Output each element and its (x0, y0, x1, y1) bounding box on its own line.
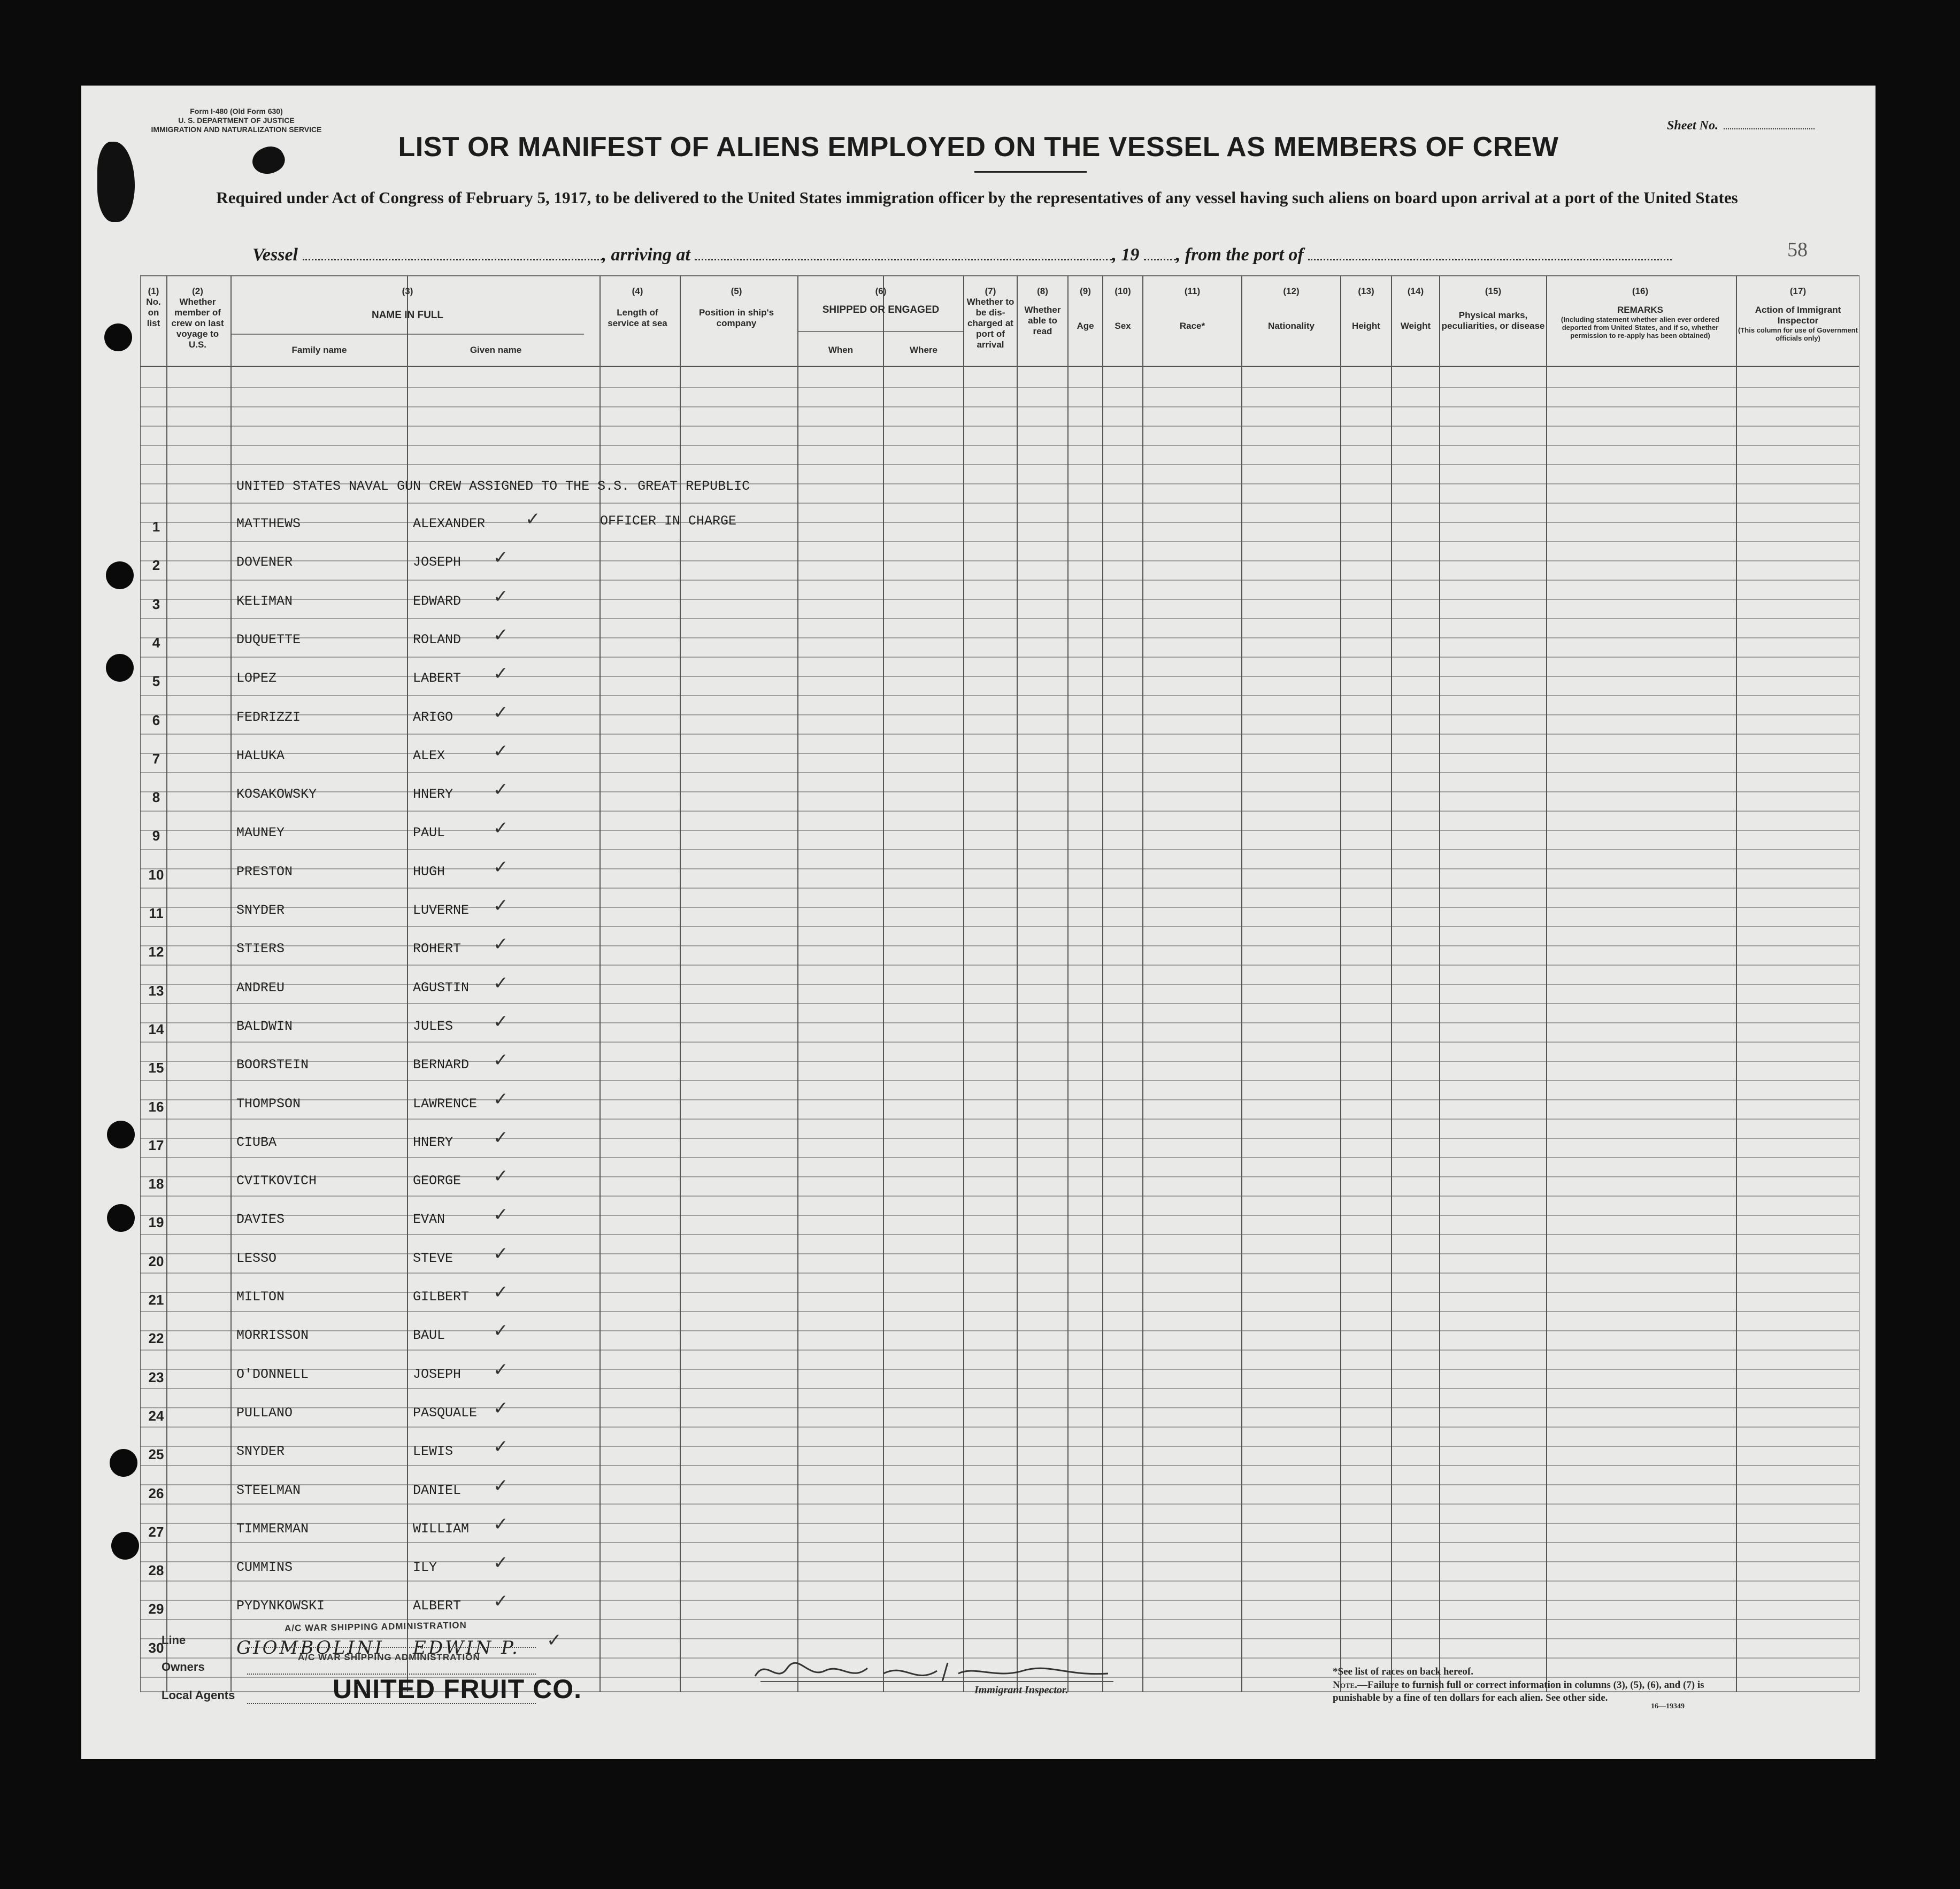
col-2-header (167, 286, 228, 350)
col-label: Whether able to read (1024, 305, 1061, 336)
family-name: CVITKOVICH (236, 1173, 317, 1189)
check-mark: ✓ (493, 1011, 509, 1032)
note-text: —Failure to furnish full or correct information in columns (3), (5), (6), and (7) is punishable by a fine of ten dollars for each alien. See other side. (1333, 1679, 1704, 1703)
col-8-header (1017, 286, 1068, 337)
col-7-header (964, 286, 1017, 350)
family-name: TIMMERMAN (236, 1521, 309, 1537)
col-label: Whether member of crew on last voyage to U.S. (171, 297, 224, 350)
form-number: Form I-480 (Old Form 630) (190, 107, 283, 115)
row-number: 10 (148, 866, 164, 883)
check-mark: ✓ (493, 1282, 509, 1303)
col-label: Physical marks, peculiarities, or disease (1441, 310, 1545, 331)
remarks-note: (Including statement whether alien ever ordered deported from United States, and if so, whether permission to re-apply has been obtained) (1561, 315, 1720, 340)
local-agents-value: UNITED FRUIT CO. (333, 1674, 582, 1704)
col-15-header (1440, 286, 1547, 331)
given-name: ALEX (413, 747, 445, 764)
check-mark: ✓ (493, 818, 509, 839)
row-number: 18 (148, 1176, 164, 1192)
col-label: NAME IN FULL (371, 310, 444, 321)
col-number: (14) (1407, 286, 1424, 296)
family-name: FEDRIZZI (236, 709, 301, 725)
check-mark: ✓ (493, 1359, 509, 1381)
col-number: (13) (1358, 286, 1374, 296)
given-name: BAUL (413, 1328, 445, 1344)
row-number: 26 (148, 1485, 164, 1501)
row-number: 9 (152, 828, 160, 844)
owners-value: A/C WAR SHIPPING ADMINISTRATION (298, 1652, 480, 1662)
department-name: U. S. DEPARTMENT OF JUSTICE (178, 116, 295, 125)
family-name: MAUNEY (236, 825, 285, 841)
row-number: 2 (152, 557, 160, 574)
col-number: (1) (148, 286, 159, 296)
row-number: 19 (148, 1214, 164, 1231)
col-13-header (1341, 286, 1392, 331)
col-label: Sex (1114, 321, 1131, 331)
row-number: 17 (148, 1137, 164, 1153)
col-17-header (1736, 286, 1859, 342)
given-name: HNERY (413, 1134, 454, 1150)
given-name: LEWIS (413, 1444, 454, 1460)
col-label: Age (1077, 321, 1094, 331)
row-number: 25 (148, 1446, 164, 1463)
manifest-sheet (81, 86, 1876, 1759)
col-label: Race* (1179, 321, 1205, 331)
family-name: SNYDER (236, 1444, 285, 1460)
given-name: HNERY (413, 787, 454, 803)
family-name: PYDYNKOWSKI (236, 1598, 325, 1614)
binder-hole (111, 1532, 139, 1560)
col-label: No. on list (146, 297, 161, 328)
vessel-label: Vessel (252, 245, 298, 265)
check-mark: ✓ (493, 1320, 509, 1342)
given-name: LAWRENCE (413, 1096, 478, 1112)
check-mark: ✓ (493, 895, 509, 916)
col-number: (16) (1632, 286, 1649, 296)
crew-heading: UNITED STATES NAVAL GUN CREW ASSIGNED TO THE S.S. GREAT REPUBLIC (236, 479, 750, 494)
check-mark: ✓ (493, 624, 509, 646)
family-name: STIERS (236, 941, 285, 957)
row-number: 29 (148, 1601, 164, 1617)
col-number: (7) (985, 286, 996, 296)
col-label: Nationality (1268, 321, 1315, 331)
line-label: Line (162, 1633, 186, 1647)
given-name: DANIEL (413, 1482, 462, 1498)
col-number: (4) (632, 286, 643, 296)
family-name: HALUKA (236, 747, 285, 764)
check-mark: ✓ (493, 1243, 509, 1265)
family-name: GIOMBOLINI (236, 1637, 384, 1659)
family-name: MATTHEWS (236, 516, 301, 531)
given-name: ALBERT (413, 1598, 462, 1614)
given-name: EDWIN P. (413, 1637, 520, 1659)
binder-hole (106, 654, 134, 682)
col-label: Whether to be dis-charged at port of arrival (966, 297, 1014, 350)
row-number: 13 (148, 982, 164, 999)
given-name: AGUSTIN (413, 980, 470, 996)
row-number: 3 (152, 596, 160, 612)
form-identifier (129, 107, 343, 134)
local-agents-label: Local Agents (162, 1688, 235, 1702)
family-name: CUMMINS (236, 1560, 293, 1576)
sheet-number-label: Sheet No. (1667, 119, 1718, 133)
check-mark: ✓ (493, 972, 509, 994)
check-mark: ✓ (493, 1088, 509, 1110)
family-name: STEELMAN (236, 1482, 301, 1498)
print-code: 16—19349 (1651, 1702, 1685, 1710)
binder-hole (104, 323, 132, 351)
col-1-header (140, 286, 167, 329)
family-name-header: Family name (291, 345, 347, 355)
binder-hole (106, 561, 134, 589)
family-name: CIUBA (236, 1134, 277, 1150)
col-11-header (1143, 286, 1242, 331)
given-name: ILY (413, 1560, 437, 1576)
given-name: ARIGO (413, 709, 454, 725)
col-label: Position in ship's company (698, 307, 774, 328)
check-mark: ✓ (493, 1397, 509, 1419)
row-number: 22 (148, 1330, 164, 1347)
col-label: Weight (1400, 321, 1431, 331)
col-9-header (1068, 286, 1103, 331)
check-mark: ✓ (493, 740, 509, 762)
row-number: 11 (149, 905, 164, 921)
row-number: 15 (148, 1060, 164, 1076)
check-mark: ✓ (493, 779, 509, 801)
col-number: (8) (1037, 286, 1048, 296)
family-name: KELIMAN (236, 593, 293, 609)
vessel-line (252, 245, 1672, 265)
col-number: (9) (1080, 286, 1091, 296)
given-name: GEORGE (413, 1173, 462, 1189)
family-name: SNYDER (236, 903, 285, 918)
given-name: PASQUALE (413, 1405, 478, 1421)
row-number: 4 (152, 634, 160, 651)
family-name: O'DONNELL (236, 1366, 309, 1382)
arriving-label: , arriving at (602, 245, 690, 265)
col-number: (15) (1485, 286, 1502, 296)
row-number: 7 (152, 750, 160, 767)
given-name: LABERT (413, 670, 462, 687)
check-mark: ✓ (493, 1204, 509, 1226)
family-name: KOSAKOWSKY (236, 787, 317, 803)
col-16-header (1547, 286, 1734, 340)
row-number: 5 (152, 673, 160, 690)
col-3-header (231, 286, 584, 321)
given-name: WILLIAM (413, 1521, 470, 1537)
col-number: (11) (1184, 286, 1201, 296)
col-number: (2) (192, 286, 203, 296)
when-header: When (828, 345, 854, 355)
given-name: HUGH (413, 863, 445, 880)
check-mark: ✓ (493, 1166, 509, 1188)
family-name: LOPEZ (236, 670, 277, 687)
check-mark: ✓ (493, 1591, 509, 1613)
row-number: 12 (148, 944, 164, 960)
family-name: BOORSTEIN (236, 1057, 309, 1073)
binder-hole (110, 1449, 137, 1477)
col-number: (5) (731, 286, 742, 296)
line-value: A/C WAR SHIPPING ADMINISTRATION (284, 1620, 467, 1633)
page-number: 58 (1787, 238, 1808, 261)
check-mark: ✓ (493, 547, 509, 569)
check-mark: ✓ (493, 1050, 509, 1071)
given-name: STEVE (413, 1250, 454, 1266)
family-name: LESSO (236, 1250, 277, 1266)
check-mark: ✓ (493, 1513, 509, 1535)
col-label: Action of Immigrant Inspector (1755, 305, 1841, 326)
given-name: LUVERNE (413, 903, 470, 918)
check-mark: ✓ (493, 856, 509, 878)
family-name: DAVIES (236, 1212, 285, 1228)
col-number: (10) (1114, 286, 1131, 296)
row-number: 16 (148, 1098, 164, 1115)
page-title: LIST OR MANIFEST OF ALIENS EMPLOYED ON THE VESSEL AS MEMBERS OF CREW (398, 132, 1559, 163)
col-number: (12) (1283, 286, 1300, 296)
given-name: JOSEPH (413, 554, 462, 570)
row-number: 14 (148, 1021, 164, 1037)
given-name: PAUL (413, 825, 445, 841)
given-name: BERNARD (413, 1057, 470, 1073)
binder-hole (107, 1204, 135, 1232)
row-number: 20 (148, 1253, 164, 1269)
family-name: ANDREU (236, 980, 285, 996)
row-number: 30 (148, 1639, 164, 1656)
check-mark: ✓ (493, 585, 509, 607)
given-name-header: Given name (470, 345, 522, 355)
col-12-header (1242, 286, 1341, 331)
officer-note: OFFICER IN CHARGE (600, 513, 737, 529)
row-number: 1 (152, 519, 160, 535)
col-5-header (680, 286, 793, 329)
action-note: (This column for use of Government officials only) (1738, 326, 1858, 342)
col-label: Height (1352, 321, 1380, 331)
family-name: MILTON (236, 1289, 285, 1305)
check-mark: ✓ (493, 1552, 509, 1574)
col-number: (3) (402, 286, 413, 296)
inspector-label: Immigrant Inspector. (974, 1684, 1069, 1696)
given-name: ROHERT (413, 941, 462, 957)
col-label: Length of service at sea (608, 307, 667, 328)
given-name: EVAN (413, 1212, 445, 1228)
given-name: JOSEPH (413, 1366, 462, 1382)
race-note: *See list of races on back hereof. (1333, 1666, 1473, 1677)
check-mark: ✓ (493, 701, 509, 723)
col-number: (6) (875, 286, 887, 296)
family-name: THOMPSON (236, 1096, 301, 1112)
check-mark: ✓ (547, 1629, 562, 1651)
row-number: 24 (148, 1407, 164, 1424)
row-number: 8 (152, 789, 160, 806)
family-name: MORRISSON (236, 1328, 309, 1344)
year-label: , 19 (1112, 245, 1140, 265)
service-name: IMMIGRATION AND NATURALIZATION SERVICE (151, 125, 322, 134)
page-subtitle: Required under Act of Congress of February 5, 1917, to be delivered to the United States immigration officer by the representatives of any vessel having such aliens on board upon arrival at a port of the United States (216, 188, 1738, 207)
row-number: 21 (148, 1292, 164, 1308)
owners-label: Owners (162, 1660, 205, 1674)
row-number: 28 (148, 1562, 164, 1579)
check-mark: ✓ (493, 934, 509, 955)
family-name: BALDWIN (236, 1018, 293, 1034)
row-number: 6 (152, 712, 160, 728)
family-name: DUQUETTE (236, 631, 301, 647)
check-mark: ✓ (493, 1436, 509, 1458)
given-name: ALEXANDER (413, 516, 486, 531)
manifest-table (140, 275, 1859, 1692)
col-label: REMARKS (1617, 305, 1663, 315)
col-6-header (798, 286, 964, 315)
from-port-label: , from the port of (1175, 245, 1304, 265)
check-mark: ✓ (525, 508, 541, 530)
col-label: SHIPPED OR ENGAGED (822, 304, 940, 315)
binder-hole (107, 1121, 135, 1148)
col-number: (17) (1789, 286, 1807, 296)
given-name: ROLAND (413, 631, 462, 647)
col-4-header (600, 286, 675, 329)
check-mark: ✓ (493, 1127, 509, 1148)
family-name: DOVENER (236, 554, 293, 570)
note-label: Note. (1333, 1679, 1357, 1691)
row-number: 23 (148, 1369, 164, 1385)
given-name: JULES (413, 1018, 454, 1034)
row-number: 27 (148, 1523, 164, 1540)
where-header: Where (910, 345, 937, 355)
family-name: PULLANO (236, 1405, 293, 1421)
given-name: GILBERT (413, 1289, 470, 1305)
check-mark: ✓ (493, 1475, 509, 1497)
col-14-header (1392, 286, 1440, 331)
check-mark: ✓ (493, 663, 509, 685)
family-name: PRESTON (236, 863, 293, 880)
col-10-header (1103, 286, 1143, 331)
given-name: EDWARD (413, 593, 462, 609)
